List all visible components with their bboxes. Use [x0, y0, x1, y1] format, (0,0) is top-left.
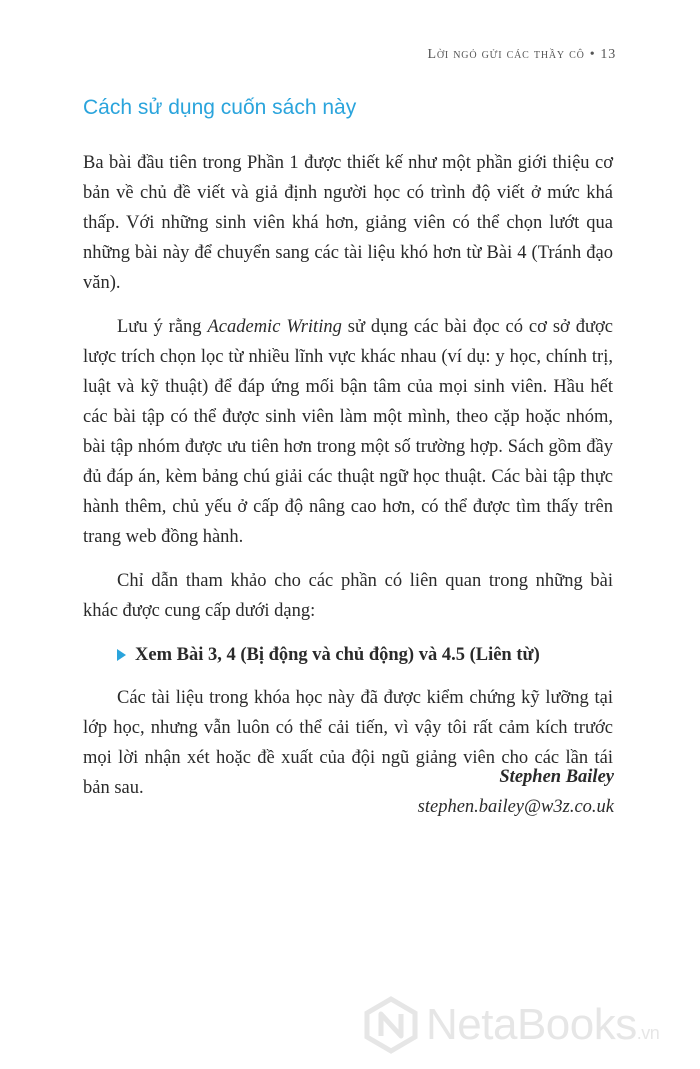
- section-title: Cách sử dụng cuốn sách này: [83, 96, 357, 119]
- author-email: stephen.bailey@w3z.co.uk: [417, 797, 614, 817]
- running-head-title: Lời ngỏ gửi các thầy cô: [427, 47, 585, 62]
- cross-reference-bullet: [117, 640, 613, 670]
- netabooks-logo-icon: [362, 996, 420, 1054]
- watermark-brand: [426, 1000, 659, 1050]
- paragraph-2: [83, 312, 613, 552]
- running-head-separator: •: [589, 47, 596, 62]
- paragraph-4: Các tài liệu trong khóa học này đã được kiểm chứng kỹ lưỡng tại lớp học, nhưng vẫn luôn có thể cải tiến, vì vậy tôi rất cảm kích trước mọi lời nhận xét hoặc đề xuất của đội ngũ giảng viên cho các lần tái bản sau.: [83, 688, 613, 798]
- cross-reference-text: Xem Bài 3, 4 (Bị động và chủ động) và 4.5 (Liên từ): [135, 645, 540, 665]
- running-head: [427, 47, 616, 63]
- paragraph-2-rest: sử dụng các bài đọc có cơ sở được lược trích chọn lọc từ nhiều lĩnh vực khác nhau (ví dụ: y học, chính trị, luật và kỹ thuật) để đáp ứng mối bận tâm của mọi sinh viên. Hầu hết các bài tập có thể được sinh viên làm một mình, theo cặp hoặc nhóm, bài tập nhóm được ưu tiên hơn trong một số trường hợp. Sách gồm đầy đủ đáp án, kèm bảng chú giải các thuật ngữ học thuật. Các bài tập thực hành thêm, chủ yếu ở cấp độ nâng cao hơn, có thể được tìm thấy trên trang web đồng hành.: [83, 317, 613, 547]
- body-text: [83, 148, 613, 817]
- triangle-bullet-icon: [117, 649, 126, 661]
- book-title-italic: Academic Writing: [207, 317, 342, 337]
- paragraph-3: Chỉ dẫn tham khảo cho các phần có liên quan trong những bài khác được cung cấp dưới dạng:: [83, 571, 613, 621]
- paragraph-2-start: Lưu ý rằng: [117, 317, 208, 337]
- author-name: Stephen Bailey: [499, 767, 614, 787]
- paragraph-1: Ba bài đầu tiên trong Phần 1 được thiết kế như một phần giới thiệu cơ bản về chủ đề viết và giả định người học có trình độ viết ở mức khá thấp. Với những sinh viên khá hơn, giảng viên có thể chọn lướt qua những bài này để chuyển sang các tài liệu khó hơn từ Bài 4 (Tránh đạo văn).: [83, 153, 613, 293]
- watermark-brand-name: NetaBooks: [426, 1000, 637, 1049]
- watermark: [362, 990, 682, 1060]
- watermark-suffix: .vn: [636, 1023, 660, 1043]
- page-number: 13: [600, 47, 616, 62]
- signature-block: [418, 762, 614, 822]
